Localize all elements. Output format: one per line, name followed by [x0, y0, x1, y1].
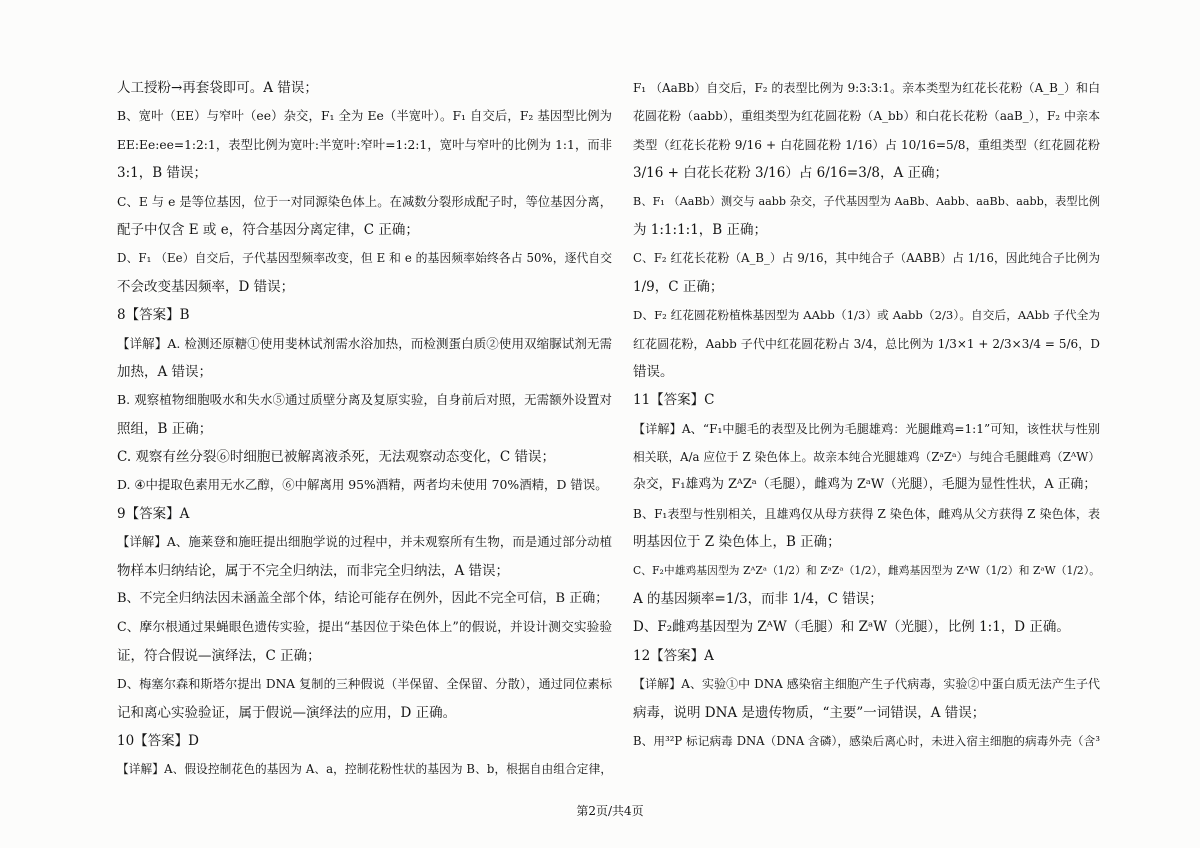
text-line: 照组，B 正确； [117, 420, 213, 437]
page-number-footer: 第2页/共4页 [576, 804, 644, 818]
text-line: D. ④中提取色素用无水乙醇，⑥中解离用 95%酒精，两者均未使用 70%酒精，D 错误。 [117, 477, 608, 493]
text-line: C、摩尔根通过果蝇眼色遗传实验，提出“基因位于染色体上”的假说，并设计测交实验验 [117, 619, 612, 635]
answer-heading: 8【答案】B [117, 307, 190, 324]
left-column [117, 74, 612, 784]
text-line: 1/9，C 正确； [633, 278, 724, 295]
text-line: 3:1，B 错误； [117, 165, 207, 182]
text-line: 病毒，说明 DNA 是遗传物质，“主要”一词错误，A 错误； [633, 704, 986, 721]
text-line: B、用³²P 标记病毒 DNA（DNA 含磷），感染后离心时，未进入宿主细胞的病毒外壳（含³ [633, 733, 1100, 748]
text-line: 3/16 + 白花长花粉 3/16）占 6/16=3/8，A 正确； [633, 165, 949, 182]
text-line: D、F₂雌鸡基因型为 ZᴬW（毛腿）和 ZᵃW（光腿），比例 1:1，D 正确。 [633, 619, 1070, 636]
text-line: 不会改变基因频率，D 错误； [117, 278, 295, 295]
text-line: B、不完全归纳法因未涵盖全部个体，结论可能存在例外，因此不完全可信，B 正确； [117, 591, 609, 607]
text-line: 杂交，F₁雄鸡为 ZᴬZᵃ（毛腿），雌鸡为 ZᵃW（光腿），毛腿为显性性状，A 正确； [633, 477, 1097, 493]
text-line: 人工授粉→再套袋即可。A 错误； [117, 80, 318, 96]
answer-heading: 12【答案】A [633, 647, 714, 664]
text-line: B、F₁表型与性别相关，且雄鸡仅从母方获得 Z 染色体，雌鸡从父方获得 Z 染色体，表 [633, 506, 1100, 521]
text-line: 类型（红花长花粉 9/16 + 白花圆花粉 1/16）占 10/16=5/8，重组类型（红花圆花粉 [633, 137, 1100, 152]
text-line: 相关联，A/a 应位于 Z 染色体上。故亲本纯合光腿雄鸡（ZᵃZᵃ）与纯合毛腿雌鸡（ZᴬW） [633, 450, 1100, 465]
text-line: 花圆花粉（aabb），重组类型为红花圆花粉（A_bb）和白花长花粉（aaB_），F₂ 中亲本 [633, 109, 1100, 124]
text-line: 错误。 [633, 363, 674, 380]
answer-heading: 10【答案】D [117, 732, 200, 749]
text-line: 明基因位于 Z 染色体上，B 正确； [633, 534, 841, 551]
text-line: 【详解】A、假设控制花色的基因为 A、a，控制花粉性状的基因为 B、b，根据自由组合定律， [117, 762, 612, 777]
text-line: B、宽叶（EE）与窄叶（ee）杂交，F₁ 全为 Ee（半宽叶）。F₁ 自交后，F₂ 基因型比例为 [117, 109, 612, 124]
text-line: 【详解】A、施莱登和施旺提出细胞学说的过程中，并未观察所有生物，而是通过部分动植 [117, 535, 612, 550]
answer-heading: 11【答案】C [633, 392, 715, 409]
text-line: 证，符合假说—演绎法，C 正确； [117, 647, 321, 664]
text-line: C、E 与 e 是等位基因，位于一对同源染色体上。在减数分裂形成配子时，等位基因分离， [117, 194, 612, 209]
text-line: A 的基因频率=1/3，而非 1/4，C 错误； [633, 591, 883, 608]
right-column [633, 74, 1100, 755]
text-line: C、F₂中雄鸡基因型为 ZᴬZᵃ（1/2）和 ZᵃZᵃ（1/2），雌鸡基因型为 ZᴬW（1/2）和 ZᵃW（1/2）。 [633, 563, 1100, 577]
text-line: 【详解】A. 检测还原糖①使用斐林试剂需水浴加热，而检测蛋白质②使用双缩脲试剂无需 [117, 335, 612, 351]
text-line: F₁ （AaBb）自交后，F₂ 的表型比例为 9:3:3:1。亲本类型为红花长花粉（A_B_）和白 [633, 81, 1100, 95]
text-line: 为 1:1:1:1，B 正确； [633, 221, 768, 238]
text-line: C、F₂ 红花长花粉（A_B_）占 9/16，其中纯合子（AABB）占 1/16，因此纯合子比例为 [633, 251, 1100, 266]
text-line: 物样本归纳结论，属于不完全归纳法，而非完全归纳法，A 错误； [117, 562, 510, 579]
answer-heading: 9【答案】A [117, 505, 190, 522]
text-line: D、F₁ （Ee）自交后，子代基因型频率改变，但 E 和 e 的基因频率始终各占 50%，逐代自交 [117, 251, 612, 266]
text-line: D、梅塞尔森和斯塔尔提出 DNA 复制的三种假说（半保留、全保留、分散），通过同位素标 [117, 677, 612, 692]
text-line: 记和离心实验验证，属于假说—演绎法的应用，D 正确。 [117, 704, 457, 721]
text-line: 【详解】A、“F₁中腿毛的表型及比例为毛腿雄鸡：光腿雌鸡=1:1”可知，该性状与性别 [633, 421, 1100, 436]
text-line: D、F₂ 红花圆花粉植株基因型为 AAbb（1/3）或 Aabb（2/3）。自交后，AAbb 子代全为 [633, 308, 1100, 323]
text-line: 配子中仅含 E 或 e，符合基因分离定律，C 正确； [117, 221, 419, 238]
text-line: C. 观察有丝分裂⑥时细胞已被解离液杀死，无法观察动态变化，C 错误； [117, 449, 556, 466]
text-line: 加热，A 错误； [117, 363, 213, 380]
text-line: 红花圆花粉，Aabb 子代中红花圆花粉占 3/4，总比例为 1/3×1 + 2/3×3/4 = 5/6，D [633, 336, 1100, 351]
text-line: 【详解】A、实验①中 DNA 感染宿主细胞产生子代病毒，实验②中蛋白质无法产生子代 [633, 677, 1100, 692]
text-line: B、F₁ （AaBb）测交与 aabb 杂交，子代基因型为 AaBb、Aabb、aaBb、aabb，表型比例 [633, 194, 1100, 208]
text-line: EE:Ee:ee=1:2:1，表型比例为宽叶:半宽叶:窄叶=1:2:1，宽叶与窄叶的比例为 1:1，而非 [117, 137, 612, 152]
text-line: B. 观察植物细胞吸水和失水⑤通过质壁分离及复原实验，自身前后对照，无需额外设置对 [117, 392, 612, 408]
